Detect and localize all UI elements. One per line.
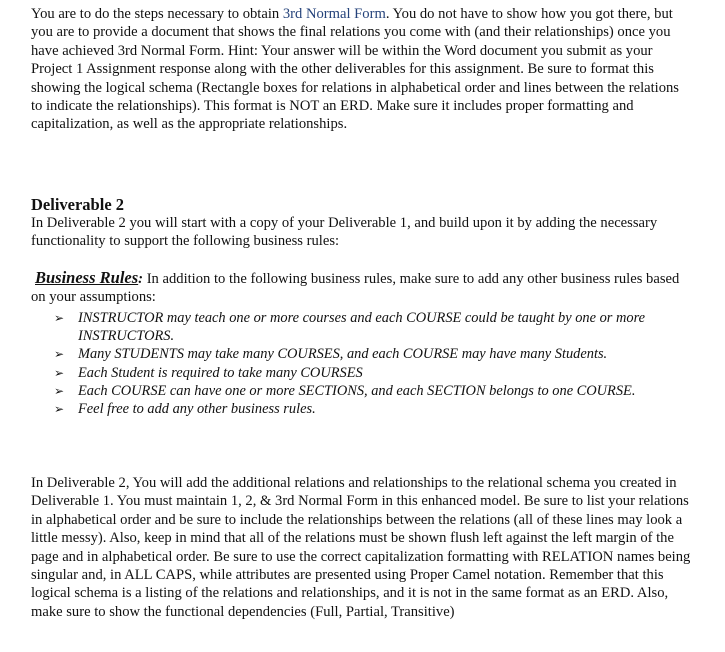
intro-text-before: You are to do the steps necessary to obtain — [31, 6, 283, 22]
arrow-bullet-icon: ➢ — [54, 383, 65, 398]
arrow-bullet-icon: ➢ — [54, 365, 65, 380]
intro-paragraph — [31, 5, 691, 134]
normal-form-highlight: 3rd Normal Form — [282, 6, 386, 22]
rule-text: Each COURSE can have one or more SECTIONS, and each SECTION belongs to one COURSE. — [78, 382, 636, 399]
deliverable-heading: Deliverable 2 — [31, 195, 125, 214]
business-rules-text: In addition to the following business rules, make sure to add any other business rules based on your assumptions: — [31, 271, 680, 306]
list-item — [52, 345, 672, 363]
rule-text: INSTRUCTOR may teach one or more courses and each COURSE could be taught by one or more INSTRUCTORS. — [78, 310, 646, 345]
rule-text: Each Student is required to take many COURSES — [78, 364, 363, 381]
arrow-bullet-icon: ➢ — [54, 311, 65, 325]
business-rules-title: Business Rules — [35, 268, 139, 287]
list-item — [52, 382, 672, 400]
closing-paragraph: In Deliverable 2, You will add the additional relations and relationships to the relational schema you created in Deliverable 1. You must maintain 1, 2, & 3rd Normal Form in this enhanced model. Be sure to list your relations in alphabetical order and be sure to include the relationships between the relations (all of these lines may look a little messy). Also, keep in mind that all of the relations must be shown flush left against the left margin of the page and in alphabetical order. Be sure to use the correct capitalization formatting with RELATION names being singular and, in ALL CAPS, while attributes are presented using Proper Camel notation. Remember that this logical schema is a listing of the relations and relationships, and it is not in the same format as an ERD. Also, make sure to show the functional dependencies (Full, Partial, Transitive) — [31, 475, 691, 620]
deliverable-intro: In Deliverable 2 you will start with a copy of your Deliverable 1, and build upon it by adding the necessary functionality to support the following business rules: — [31, 215, 658, 250]
arrow-bullet-icon: ➢ — [54, 402, 65, 417]
rule-text: Many STUDENTS may take many COURSES, and each COURSE may have many Students. — [78, 346, 608, 363]
business-rules-colon: : — [138, 271, 144, 287]
business-rules-list — [52, 309, 672, 418]
list-item — [52, 400, 672, 418]
intro-text-after: . You do not have to show how you got there, but you are to provide a document that shows the final relations you come with (and their relationships) once you have achieved 3rd Normal Form. Hint: Your answer will be within the Word document you submit as your Project 1 Assignment response along with the other deliverables for this assignment. Be sure to format this showing the logical schema (Rectangle boxes for relations in alphabetical order and lines between the relations to indicate the relationships). This format is NOT an ERD. Make sure it includes proper formatting and capitalization, as well as the appropriate relationships. — [31, 6, 679, 133]
rule-text: Feel free to add any other business rules. — [78, 401, 316, 418]
business-rules-intro — [31, 269, 691, 307]
arrow-bullet-icon: ➢ — [54, 347, 65, 362]
list-item — [52, 309, 672, 345]
list-item — [52, 364, 672, 382]
